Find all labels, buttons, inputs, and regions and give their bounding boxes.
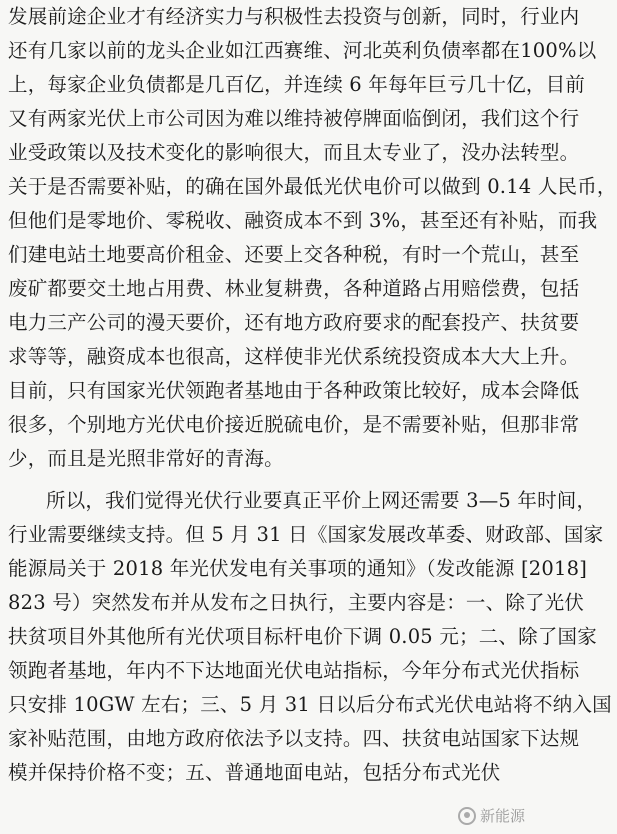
text-line: 们建电站土地要高价租金、还要上交各种税，有时一个荒山，甚至 [8, 243, 580, 266]
text-line: 扶贫项目外其他所有光伏项目标杆电价下调 0.05 元；二、除了国家 [8, 625, 597, 648]
text-line: 目前，只有国家光伏领跑者基地由于各种政策比较好，成本会降低 [8, 379, 580, 402]
text-line: 废矿都要交土地占用费、林业复耕费，各种道路占用赔偿费，包括 [8, 277, 580, 300]
watermark-icon [458, 807, 476, 825]
text-line: 但他们是零地价、零税收、融资成本不到 3%，甚至还有补贴，而我 [8, 209, 598, 232]
text-line: 家补贴范围，由地方政府依法予以支持。四、扶贫电站国家下达规 [8, 727, 580, 750]
text-line: 少，而且是光照非常好的青海。 [8, 447, 284, 470]
watermark-text: 新能源 [479, 807, 525, 825]
text-line: 很多，个别地方光伏电价接近脱硫电价，是不需要补贴，但那非常 [8, 413, 580, 436]
text-line: 只安排 10GW 左右；三、5 月 31 日以后分布式光伏电站将不纳入国 [8, 693, 612, 716]
text-line: 领跑者基地，年内不下达地面光伏电站指标，今年分布式光伏指标 [8, 659, 580, 682]
watermark [454, 803, 529, 828]
text-line: 业受政策以及技术变化的影响很大，而且太专业了，没办法转型。 [8, 141, 580, 164]
text-line: 还有几家以前的龙头企业如江西赛维、河北英利负债率都在100%以 [8, 39, 597, 62]
text-line: 能源局关于 2018 年光伏发电有关事项的通知》（发改能源 [2018] [8, 557, 588, 580]
text-line: 又有两家光伏上市公司因为难以维持被停牌面临倒闭，我们这个行 [8, 107, 580, 130]
text-line: 上，每家企业负债都是几百亿，并连续 6 年每年巨亏几十亿，目前 [8, 73, 586, 96]
text-line: 求等等，融资成本也很高，这样使非光伏系统投资成本大大上升。 [8, 345, 580, 368]
text-line: 发展前途企业才有经济实力与积极性去投资与创新，同时，行业内 [8, 5, 580, 28]
text-line: 823 号）突然发布并从发布之日执行，主要内容是：一、除了光伏 [8, 591, 585, 614]
text-line: 关于是否需要补贴，的确在国外最低光伏电价可以做到 0.14 人民币， [8, 175, 617, 198]
text-line: 电力三产公司的漫天要价，还有地方政府要求的配套投产、扶贫要 [8, 311, 580, 334]
text-line: 所以，我们觉得光伏行业要真正平价上网还需要 3—5 年时间， [46, 489, 597, 512]
text-line: 行业需要继续支持。但 5 月 31 日《国家发展改革委、财政部、国家 [8, 523, 604, 546]
text-line: 模并保持价格不变；五、普通地面电站，包括分布式光伏 [8, 761, 501, 784]
